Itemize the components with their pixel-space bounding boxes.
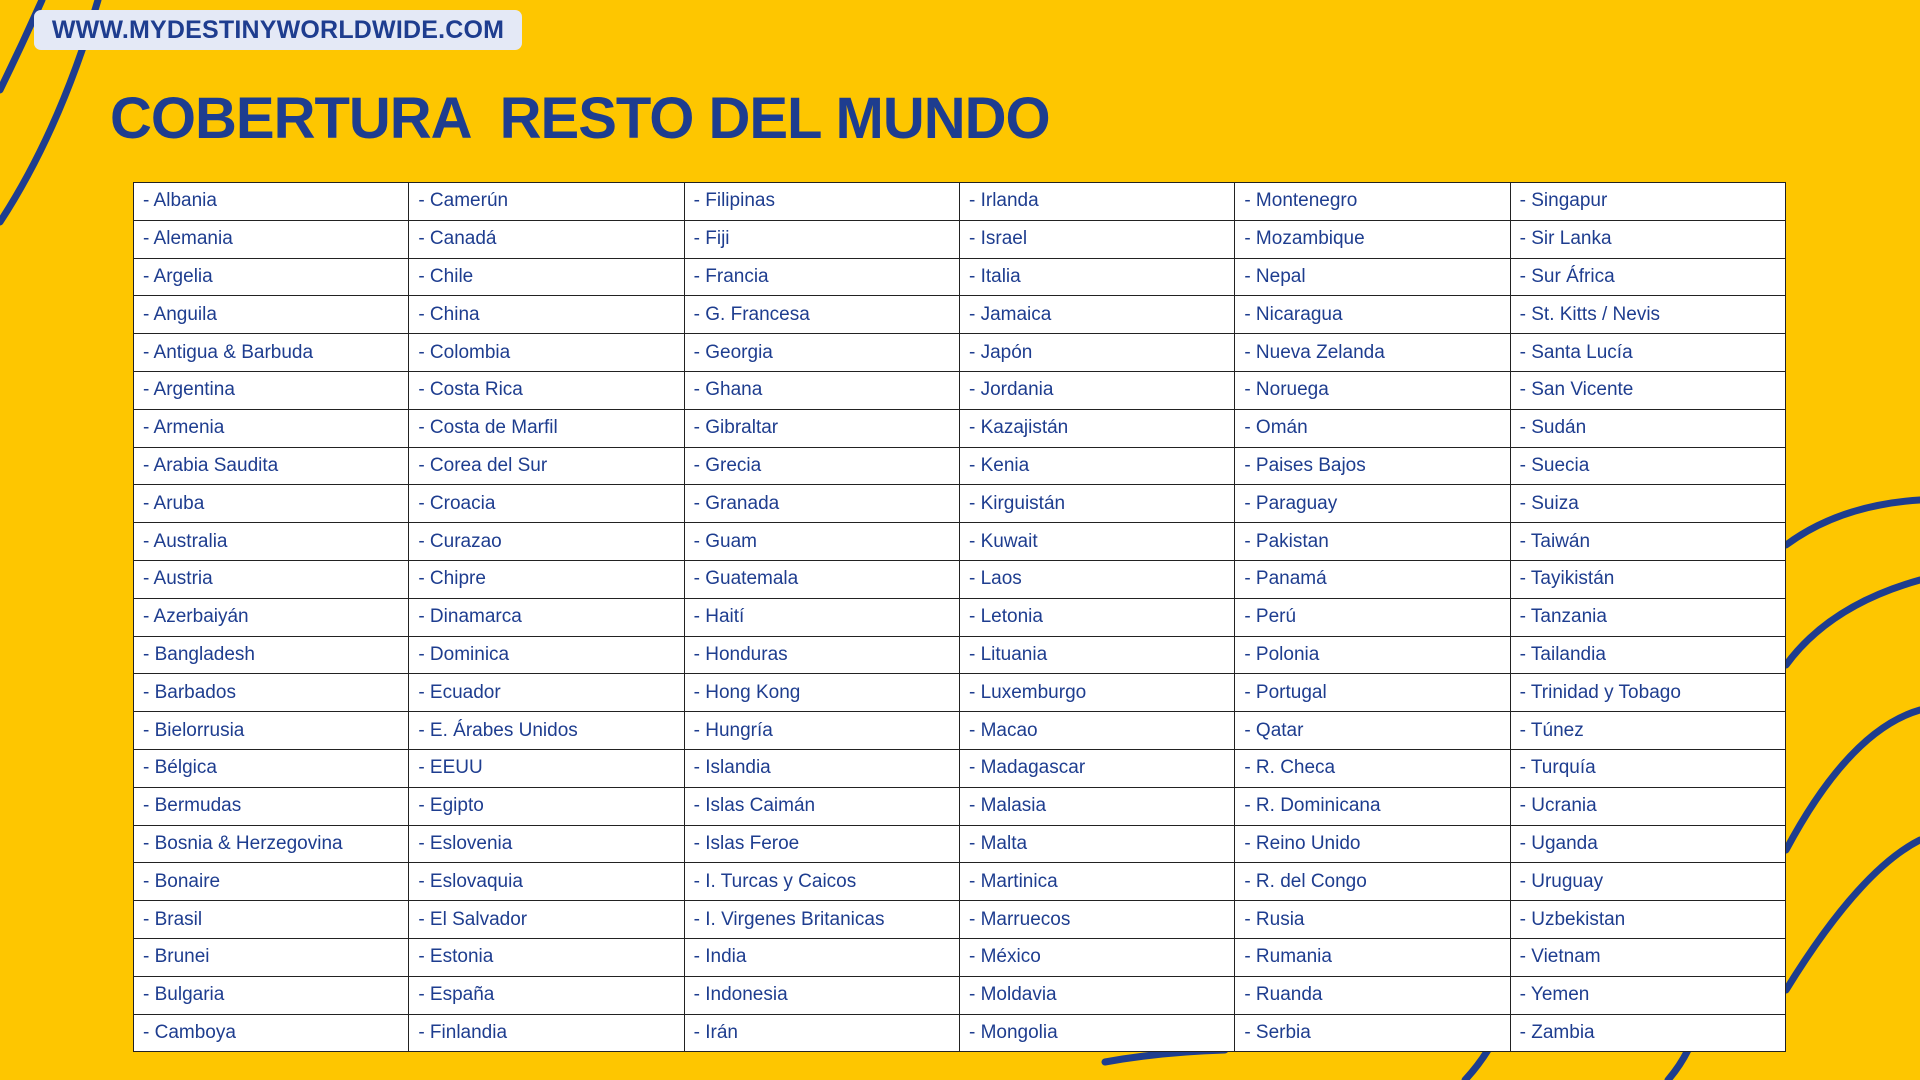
table-row [134, 334, 1786, 372]
country-cell: - Islas Caimán [684, 787, 959, 825]
country-cell: - Reino Unido [1235, 825, 1510, 863]
table-row [134, 409, 1786, 447]
country-cell: - Omán [1235, 409, 1510, 447]
country-cell: - Laos [959, 560, 1234, 598]
country-cell: - G. Francesa [684, 296, 959, 334]
country-cell: - Granada [684, 485, 959, 523]
table-row [134, 636, 1786, 674]
country-cell: - St. Kitts / Nevis [1510, 296, 1785, 334]
country-cell: - Irán [684, 1014, 959, 1052]
table-row [134, 447, 1786, 485]
table-row [134, 674, 1786, 712]
country-cell: - R. Checa [1235, 749, 1510, 787]
page-title: COBERTURA RESTO DEL MUNDO [110, 86, 1050, 151]
country-cell: - Tailandia [1510, 636, 1785, 674]
table-row [134, 296, 1786, 334]
country-cell: - Japón [959, 334, 1234, 372]
country-cell: - Uruguay [1510, 863, 1785, 901]
country-cell: - Singapur [1510, 183, 1785, 221]
country-cell: - Barbados [134, 674, 409, 712]
country-cell: - España [409, 976, 684, 1014]
country-cell: - Argelia [134, 258, 409, 296]
country-cell: - Argentina [134, 371, 409, 409]
country-cell: - Malasia [959, 787, 1234, 825]
country-cell: - Estonia [409, 938, 684, 976]
country-cell: - Guatemala [684, 560, 959, 598]
country-cell: - Arabia Saudita [134, 447, 409, 485]
country-cell: - Israel [959, 220, 1234, 258]
country-cell: - Gibraltar [684, 409, 959, 447]
country-cell: - Kazajistán [959, 409, 1234, 447]
country-cell: - Italia [959, 258, 1234, 296]
country-cell: - Trinidad y Tobago [1510, 674, 1785, 712]
country-table-body [134, 183, 1786, 1052]
country-cell: - Madagascar [959, 749, 1234, 787]
table-row [134, 183, 1786, 221]
country-cell: - Ghana [684, 371, 959, 409]
country-cell: - Sir Lanka [1510, 220, 1785, 258]
country-cell: - R. Dominicana [1235, 787, 1510, 825]
country-cell: - R. del Congo [1235, 863, 1510, 901]
country-cell: - EEUU [409, 749, 684, 787]
country-cell: - Nepal [1235, 258, 1510, 296]
country-cell: - Rusia [1235, 901, 1510, 939]
country-cell: - Perú [1235, 598, 1510, 636]
country-cell: - Guam [684, 523, 959, 561]
curve-bottom-2 [1465, 1050, 1488, 1080]
country-cell: - Eslovaquia [409, 863, 684, 901]
country-cell: - Uzbekistan [1510, 901, 1785, 939]
country-cell: - Lituania [959, 636, 1234, 674]
country-cell: - Camboya [134, 1014, 409, 1052]
country-cell: - Austria [134, 560, 409, 598]
country-cell: - Irlanda [959, 183, 1234, 221]
country-cell: - San Vicente [1510, 371, 1785, 409]
country-cell: - Kirguistán [959, 485, 1234, 523]
country-cell: - Eslovenia [409, 825, 684, 863]
country-cell: - Polonia [1235, 636, 1510, 674]
country-cell: - Letonia [959, 598, 1234, 636]
country-cell: - Indonesia [684, 976, 959, 1014]
country-cell: - Canadá [409, 220, 684, 258]
country-cell: - Marruecos [959, 901, 1234, 939]
country-cell: - Dominica [409, 636, 684, 674]
country-cell: - Finlandia [409, 1014, 684, 1052]
country-cell: - Bulgaria [134, 976, 409, 1014]
country-cell: - Albania [134, 183, 409, 221]
country-cell: - Hungría [684, 712, 959, 750]
country-cell: - Grecia [684, 447, 959, 485]
country-cell: - China [409, 296, 684, 334]
country-cell: - Portugal [1235, 674, 1510, 712]
table-row [134, 901, 1786, 939]
country-cell: - Qatar [1235, 712, 1510, 750]
country-cell: - India [684, 938, 959, 976]
table-row [134, 598, 1786, 636]
country-cell: - Suiza [1510, 485, 1785, 523]
country-cell: - Kenia [959, 447, 1234, 485]
country-cell: - Filipinas [684, 183, 959, 221]
country-cell: - Honduras [684, 636, 959, 674]
country-cell: - Bélgica [134, 749, 409, 787]
country-cell: - Panamá [1235, 560, 1510, 598]
country-cell: - Anguila [134, 296, 409, 334]
curve-bottom-right-4 [1786, 840, 1920, 990]
country-cell: - Jamaica [959, 296, 1234, 334]
country-cell: - Suecia [1510, 447, 1785, 485]
table-row [134, 258, 1786, 296]
country-cell: - Camerún [409, 183, 684, 221]
country-cell: - Egipto [409, 787, 684, 825]
country-cell: - Mongolia [959, 1014, 1234, 1052]
country-cell: - Armenia [134, 409, 409, 447]
country-cell: - I. Turcas y Caicos [684, 863, 959, 901]
country-coverage-table [133, 182, 1786, 1052]
country-cell: - Moldavia [959, 976, 1234, 1014]
curve-bottom-right-3 [1786, 710, 1920, 850]
country-cell: - Antigua & Barbuda [134, 334, 409, 372]
country-cell: - Turquía [1510, 749, 1785, 787]
country-cell: - Islandia [684, 749, 959, 787]
country-cell: - Colombia [409, 334, 684, 372]
curve-bottom-right-2 [1786, 580, 1920, 665]
country-cell: - Sur África [1510, 258, 1785, 296]
country-cell: - Dinamarca [409, 598, 684, 636]
country-cell: - Santa Lucía [1510, 334, 1785, 372]
country-cell: - E. Árabes Unidos [409, 712, 684, 750]
country-cell: - Tanzania [1510, 598, 1785, 636]
table-row [134, 485, 1786, 523]
country-cell: - Pakistan [1235, 523, 1510, 561]
country-cell: - Costa Rica [409, 371, 684, 409]
table-row [134, 976, 1786, 1014]
country-cell: - Jordania [959, 371, 1234, 409]
country-cell: - Bermudas [134, 787, 409, 825]
country-cell: - Ruanda [1235, 976, 1510, 1014]
country-cell: - Fiji [684, 220, 959, 258]
country-cell: - Bosnia & Herzegovina [134, 825, 409, 863]
country-cell: - Bonaire [134, 863, 409, 901]
country-cell: - México [959, 938, 1234, 976]
country-cell: - Azerbaiyán [134, 598, 409, 636]
country-cell: - Sudán [1510, 409, 1785, 447]
table-row [134, 523, 1786, 561]
website-url: WWW.MYDESTINYWORLDWIDE.COM [51, 15, 505, 44]
country-cell: - Alemania [134, 220, 409, 258]
country-cell: - Australia [134, 523, 409, 561]
table-row [134, 1014, 1786, 1052]
country-cell: - Zambia [1510, 1014, 1785, 1052]
country-cell: - Montenegro [1235, 183, 1510, 221]
country-cell: - Yemen [1510, 976, 1785, 1014]
country-cell: - I. Virgenes Britanicas [684, 901, 959, 939]
country-cell: - Curazao [409, 523, 684, 561]
country-cell: - Brasil [134, 901, 409, 939]
table-row [134, 371, 1786, 409]
country-cell: - Rumania [1235, 938, 1510, 976]
country-cell: - Noruega [1235, 371, 1510, 409]
country-cell: - Paraguay [1235, 485, 1510, 523]
curve-bottom-3 [1668, 1050, 1688, 1080]
country-cell: - Corea del Sur [409, 447, 684, 485]
country-cell: - Nueva Zelanda [1235, 334, 1510, 372]
country-cell: - Martinica [959, 863, 1234, 901]
table-row [134, 712, 1786, 750]
table-row [134, 220, 1786, 258]
website-url-badge [34, 10, 522, 50]
country-cell: - El Salvador [409, 901, 684, 939]
country-cell: - Chile [409, 258, 684, 296]
country-cell: - Uganda [1510, 825, 1785, 863]
table-row [134, 863, 1786, 901]
curve-bottom-right-1 [1786, 500, 1920, 545]
table-row [134, 938, 1786, 976]
country-cell: - Georgia [684, 334, 959, 372]
country-cell: - Croacia [409, 485, 684, 523]
country-cell: - Túnez [1510, 712, 1785, 750]
country-cell: - Kuwait [959, 523, 1234, 561]
country-cell: - Macao [959, 712, 1234, 750]
country-cell: - Luxemburgo [959, 674, 1234, 712]
country-cell: - Mozambique [1235, 220, 1510, 258]
country-cell: - Ucrania [1510, 787, 1785, 825]
country-cell: - Bangladesh [134, 636, 409, 674]
country-cell: - Haití [684, 598, 959, 636]
country-cell: - Malta [959, 825, 1234, 863]
country-cell: - Chipre [409, 560, 684, 598]
country-cell: - Nicaragua [1235, 296, 1510, 334]
country-cell: - Paises Bajos [1235, 447, 1510, 485]
country-cell: - Brunei [134, 938, 409, 976]
country-cell: - Serbia [1235, 1014, 1510, 1052]
country-cell: - Bielorrusia [134, 712, 409, 750]
table-row [134, 560, 1786, 598]
country-cell: - Tayikistán [1510, 560, 1785, 598]
country-cell: - Vietnam [1510, 938, 1785, 976]
country-cell: - Francia [684, 258, 959, 296]
country-cell: - Taiwán [1510, 523, 1785, 561]
table-row [134, 749, 1786, 787]
country-cell: - Aruba [134, 485, 409, 523]
table-row [134, 825, 1786, 863]
country-cell: - Costa de Marfil [409, 409, 684, 447]
country-cell: - Hong Kong [684, 674, 959, 712]
table-row [134, 787, 1786, 825]
country-cell: - Islas Feroe [684, 825, 959, 863]
country-cell: - Ecuador [409, 674, 684, 712]
